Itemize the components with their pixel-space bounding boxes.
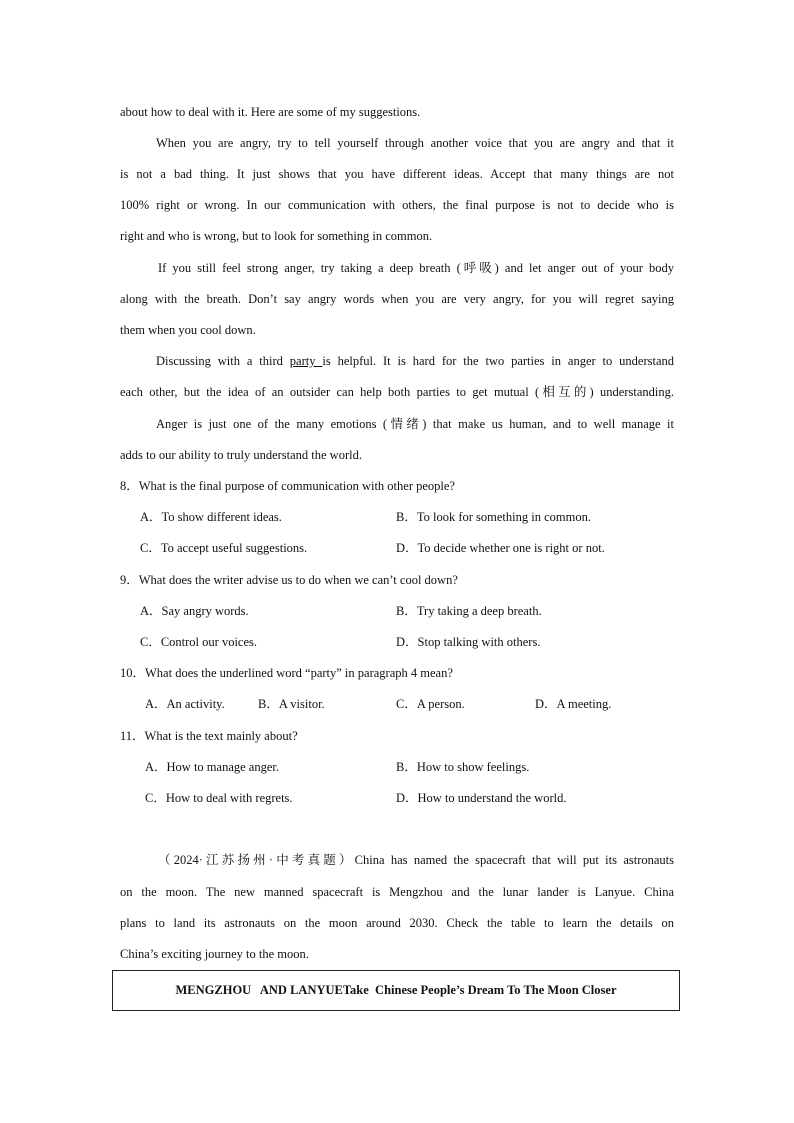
question-9-stem: 9．What does the writer advise us to do when we can’t cool down? <box>120 573 458 587</box>
passage-line: about how to deal with it. Here are some of my suggestions. <box>120 105 421 119</box>
question-9-option-d: D．Stop talking with others. <box>396 635 541 649</box>
passage-line: is not a bad thing. It just shows that you have different ideas. Accept that many things are not <box>120 167 674 181</box>
passage-line: along with the breath. Don’t say angry words when you are very angry, for you will regret saying <box>120 292 674 306</box>
question-9-option-c: C．Control our voices. <box>140 635 258 649</box>
passage-line: If you still feel strong anger, try taking a deep breath (呼吸) and let anger out of your body <box>158 261 674 275</box>
passage-line: adds to our ability to truly understand the world. <box>120 448 362 462</box>
question-9-option-b: B．Try taking a deep breath. <box>396 604 542 618</box>
question-11-option-a: A．How to manage anger. <box>145 760 279 774</box>
question-8-option-d: D．To decide whether one is right or not. <box>396 541 605 555</box>
next-passage-line: （2024·江苏扬州·中考真题）China has named the spacecraft that will put its astronauts <box>158 853 674 867</box>
next-passage-line: China’s exciting journey to the moon. <box>120 947 309 961</box>
question-8-option-a: A．To show different ideas. <box>140 510 282 524</box>
next-passage-line: plans to land its astronauts on the moon around 2030. Check the table to learn the details on <box>120 916 674 930</box>
passage-line: each other, but the idea of an outsider can help both parties to get mutual (相互的) understanding. <box>120 385 674 399</box>
passage-text: Discussing with a third <box>156 354 290 368</box>
question-11-stem: 11．What is the text mainly about? <box>120 729 298 743</box>
question-10-option-b: B．A visitor. <box>258 697 325 711</box>
underlined-word-party: party <box>289 354 323 368</box>
question-9-option-a: A．Say angry words. <box>140 604 249 618</box>
passage-line <box>156 353 674 369</box>
passage-line: them when you cool down. <box>120 323 256 337</box>
question-10-stem: 10．What does the underlined word “party” in paragraph 4 mean? <box>120 666 453 680</box>
question-8-option-b: B．To look for something in common. <box>396 510 591 524</box>
question-8-stem: 8．What is the final purpose of communication with other people? <box>120 479 455 493</box>
passage-text: is helpful. It is hard for the two parties in anger to understand <box>322 354 674 368</box>
passage-line: right and who is wrong, but to look for something in common. <box>120 229 433 243</box>
next-passage-line: on the moon. The new manned spacecraft is Mengzhou and the lunar lander is Lanyue. China <box>120 885 674 899</box>
question-11-option-d: D．How to understand the world. <box>396 791 567 805</box>
question-11-option-b: B．How to show feelings. <box>396 760 530 774</box>
question-11-option-c: C．How to deal with regrets. <box>145 791 293 805</box>
question-10-option-c: C．A person. <box>396 697 465 711</box>
passage-line: When you are angry, try to tell yourself through another voice that you are angry and that it <box>156 136 674 150</box>
table-title-box <box>112 970 680 1011</box>
passage-line: 100% right or wrong. In our communication with others, the final purpose is not to decide who is <box>120 198 674 212</box>
passage-line: Anger is just one of the many emotions (情绪) that make us human, and to well manage it <box>156 417 674 431</box>
question-10-option-d: D．A meeting. <box>535 697 612 711</box>
question-8-option-c: C．To accept useful suggestions. <box>140 541 308 555</box>
question-10-option-a: A．An activity. <box>145 697 225 711</box>
table-title: MENGZHOU AND LANYUETake Chinese People’s Dream To The Moon Closer <box>175 983 617 997</box>
